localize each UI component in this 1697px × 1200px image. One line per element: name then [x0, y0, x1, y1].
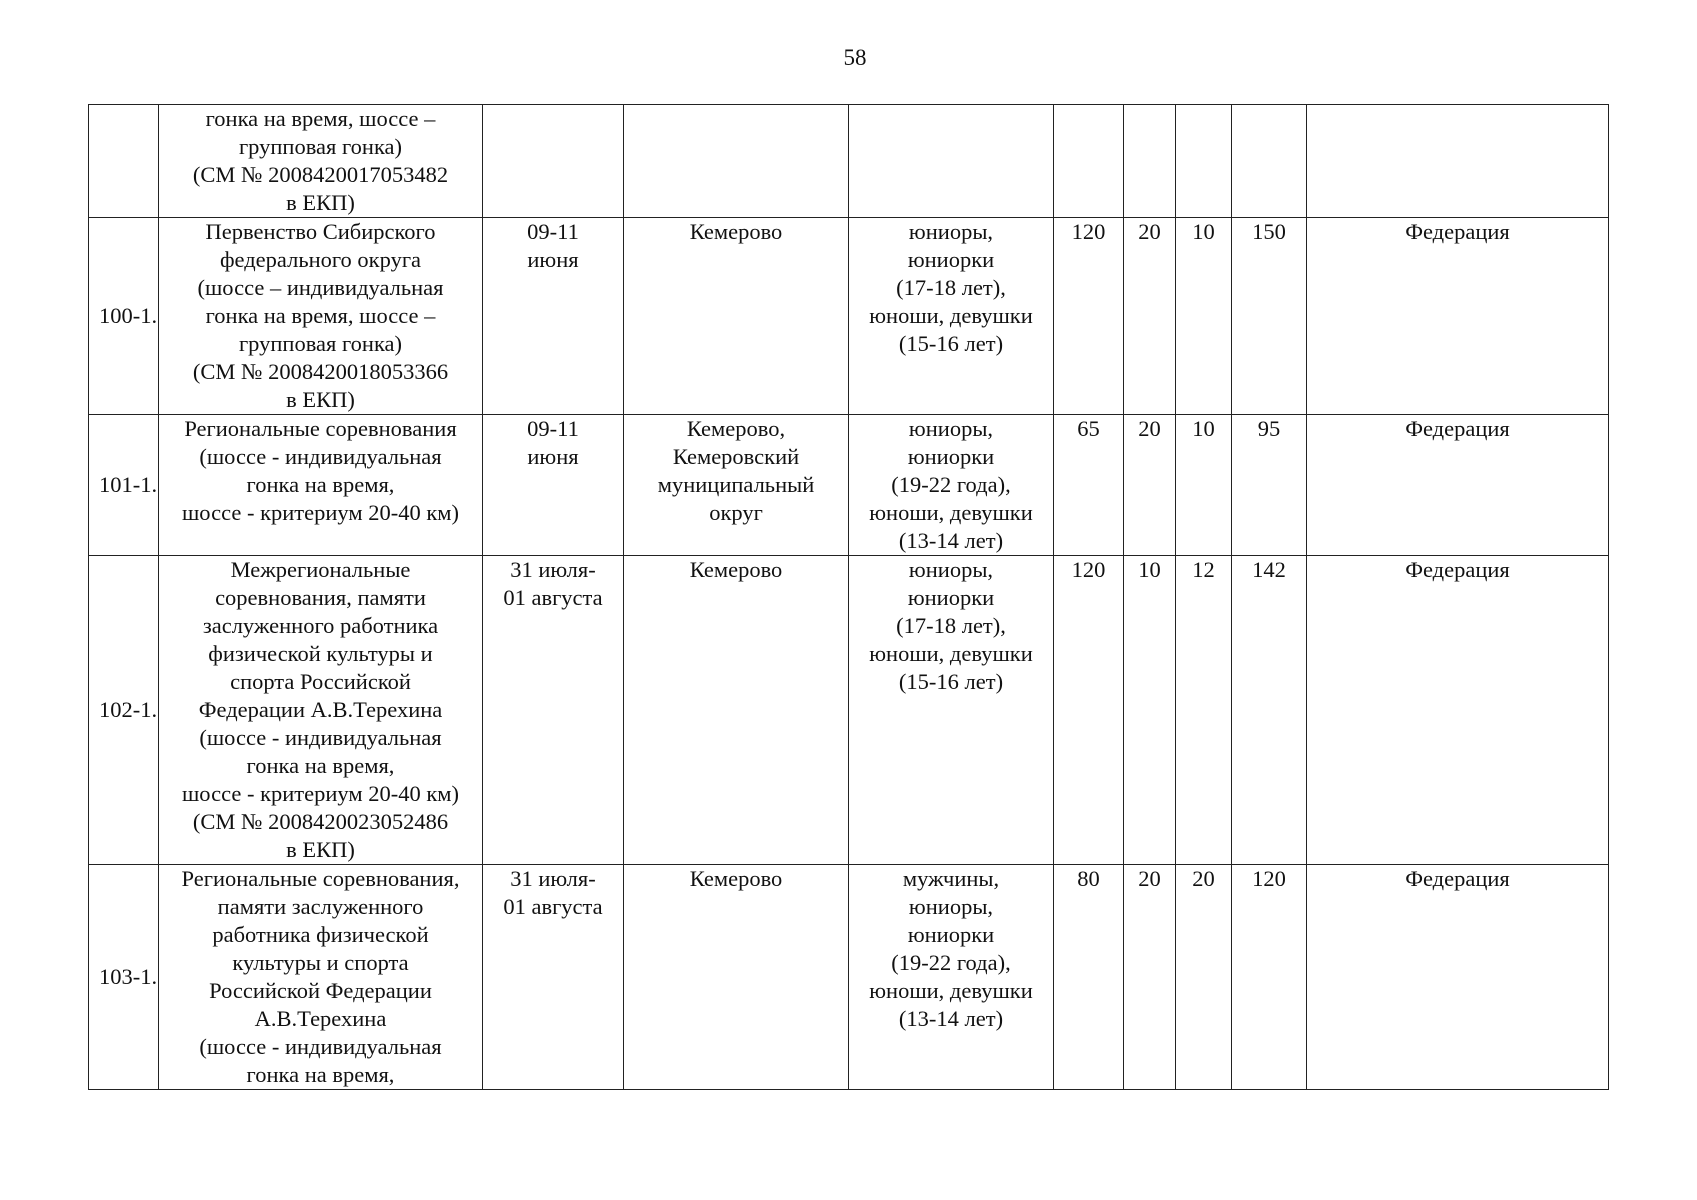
coaches-count: 20 [1124, 218, 1176, 415]
event-participants: юниоры, юниорки (17-18 лет), юноши, девушки (15-16 лет) [849, 556, 1054, 865]
event-number: 102-1. [89, 556, 159, 865]
participants-count: 65 [1054, 415, 1124, 556]
event-dates [483, 105, 624, 218]
event-dates: 31 июля- 01 августа [483, 556, 624, 865]
event-location: Кемерово, Кемеровский муниципальный округ [624, 415, 849, 556]
event-location: Кемерово [624, 556, 849, 865]
table-row [89, 865, 1609, 1090]
event-number [89, 105, 159, 218]
event-organizer: Федерация [1307, 865, 1609, 1090]
event-organizer [1307, 105, 1609, 218]
table-row [89, 556, 1609, 865]
event-number: 103-1. [89, 865, 159, 1090]
participants-count: 80 [1054, 865, 1124, 1090]
event-participants [849, 105, 1054, 218]
event-participants: юниоры, юниорки (19-22 года), юноши, девушки (13-14 лет) [849, 415, 1054, 556]
table-row [89, 218, 1609, 415]
event-name: гонка на время, шоссе – групповая гонка) (СМ № 2008420017053482 в ЕКП) [159, 105, 483, 218]
event-organizer: Федерация [1307, 415, 1609, 556]
judges-count: 20 [1176, 865, 1232, 1090]
total-count [1232, 105, 1307, 218]
event-location: Кемерово [624, 218, 849, 415]
coaches-count [1124, 105, 1176, 218]
event-location [624, 105, 849, 218]
total-count: 95 [1232, 415, 1307, 556]
event-name: Региональные соревнования (шоссе - индивидуальная гонка на время, шоссе - критериум 20-40 км) [159, 415, 483, 556]
judges-count: 12 [1176, 556, 1232, 865]
event-dates: 09-11 июня [483, 218, 624, 415]
event-number: 100-1. [89, 218, 159, 415]
event-organizer: Федерация [1307, 556, 1609, 865]
event-number: 101-1. [89, 415, 159, 556]
event-participants: мужчины, юниоры, юниорки (19-22 года), юноши, девушки (13-14 лет) [849, 865, 1054, 1090]
events-table [88, 104, 1609, 1090]
event-name: Первенство Сибирского федерального округа (шоссе – индивидуальная гонка на время, шоссе – групповая гонка) (СМ № 2008420018053366 в ЕКП) [159, 218, 483, 415]
event-name: Региональные соревнования, памяти заслуженного работника физической культуры и спорта Российской Федерации А.В.Терехина (шоссе - индивидуальная гонка на время, [159, 865, 483, 1090]
event-location: Кемерово [624, 865, 849, 1090]
judges-count: 10 [1176, 218, 1232, 415]
total-count: 150 [1232, 218, 1307, 415]
total-count: 120 [1232, 865, 1307, 1090]
coaches-count: 20 [1124, 865, 1176, 1090]
participants-count [1054, 105, 1124, 218]
event-organizer: Федерация [1307, 218, 1609, 415]
coaches-count: 10 [1124, 556, 1176, 865]
event-dates: 09-11 июня [483, 415, 624, 556]
event-participants: юниоры, юниорки (17-18 лет), юноши, девушки (15-16 лет) [849, 218, 1054, 415]
coaches-count: 20 [1124, 415, 1176, 556]
table-row [89, 415, 1609, 556]
participants-count: 120 [1054, 218, 1124, 415]
table-row [89, 105, 1609, 218]
participants-count: 120 [1054, 556, 1124, 865]
total-count: 142 [1232, 556, 1307, 865]
event-dates: 31 июля- 01 августа [483, 865, 624, 1090]
event-name: Межрегиональные соревнования, памяти заслуженного работника физической культуры и спорта Российской Федерации А.В.Терехина (шоссе - индивидуальная гонка на время, шоссе - критериум 20-40 км) (СМ № 2008420023052486 в ЕКП) [159, 556, 483, 865]
page-number: 58 [843, 45, 867, 70]
judges-count [1176, 105, 1232, 218]
judges-count: 10 [1176, 415, 1232, 556]
